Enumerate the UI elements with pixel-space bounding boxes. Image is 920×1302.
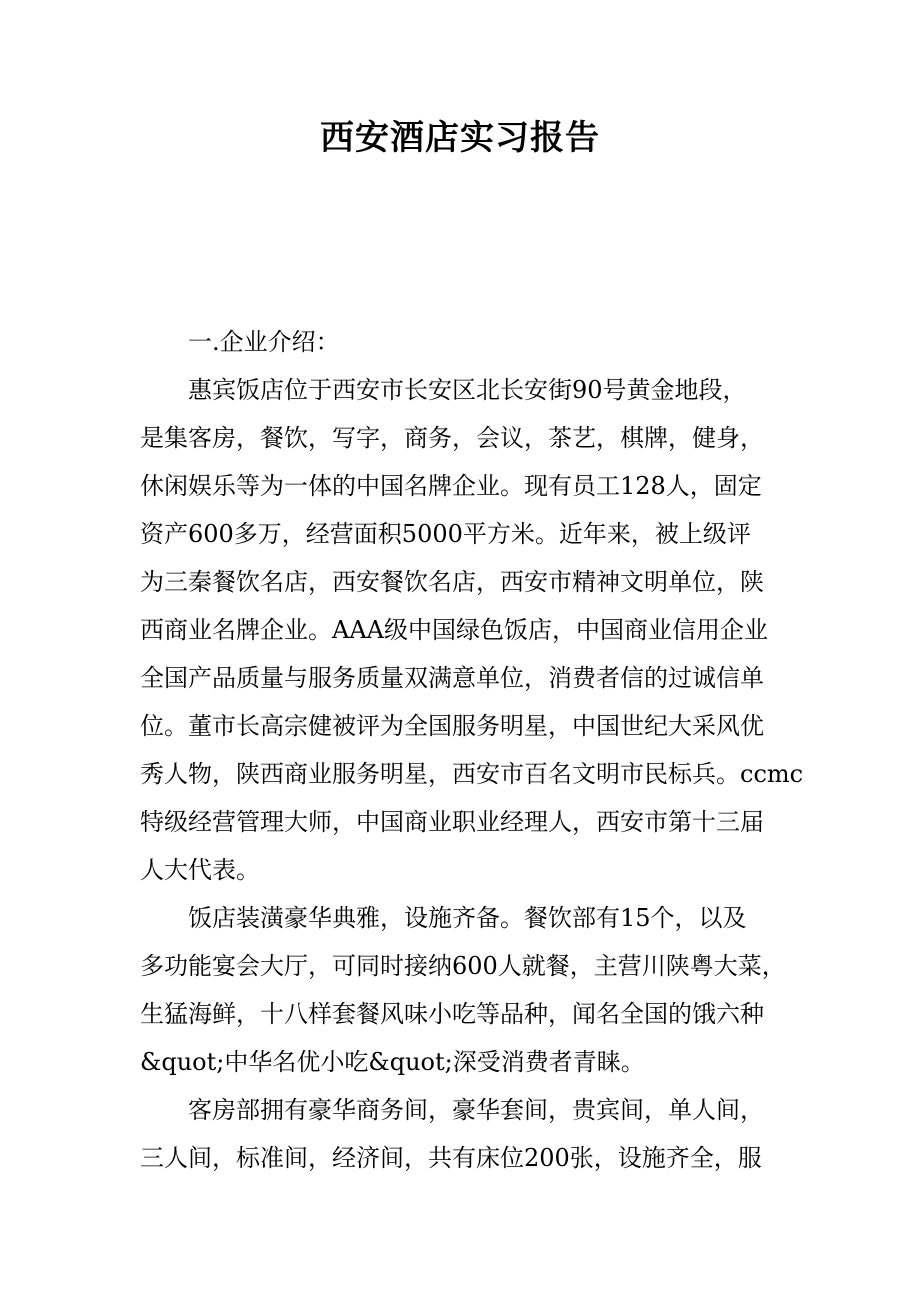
paragraph-line: 特级经营管理大师，中国商业职业经理人，西安市第十三届 (140, 808, 764, 836)
paragraph-3 (140, 1086, 796, 1182)
paragraph-line: 休闲娱乐等为一体的中国名牌企业。现有员工128人，固定 (140, 472, 762, 500)
paragraph-line: 是集客房，餐饮，写字，商务，会议，茶艺，棋牌，健身， (140, 424, 764, 452)
paragraph-line: 多功能宴会大厅，可同时接纳600人就餐，主营川陕粤大菜， (140, 952, 786, 980)
paragraph-2 (140, 894, 796, 1086)
paragraph-line: &quot;中华名优小吃&quot;深受消费者青睐。 (140, 1048, 645, 1076)
paragraph-line: 资产600多万，经营面积5000平方米。近年来，被上级评 (140, 520, 751, 548)
section-heading: 一.企业介绍： (188, 328, 340, 356)
paragraph-line: 三人间，标准间，经济间，共有床位200张，设施齐全，服 (140, 1144, 762, 1172)
paragraph-line: 为三秦餐饮名店，西安餐饮名店，西安市精神文明单位，陕 (140, 568, 764, 596)
paragraph-line: 惠宾饭店位于西安市长安区北长安街90号黄金地段， (188, 376, 747, 404)
paragraph-line: 秀人物，陕西商业服务明星，西安市百名文明市民标兵。ccmc (140, 760, 804, 788)
paragraph-line: 客房部拥有豪华商务间，豪华套间，贵宾间，单人间， (188, 1096, 764, 1124)
paragraph-line: 饭店装潢豪华典雅，设施齐备。餐饮部有15个，以及 (188, 904, 747, 932)
paragraph-line: 人大代表。 (140, 856, 260, 884)
document-title: 西安酒店实习报告 (320, 118, 600, 158)
paragraph-line: 位。董市长高宗健被评为全国服务明星，中国世纪大采风优 (140, 712, 764, 740)
paragraph-line: 全国产品质量与服务质量双满意单位，消费者信的过诚信单 (140, 664, 764, 692)
paragraph-line: 生猛海鲜，十八样套餐风味小吃等品种，闻名全国的饿六种 (140, 1000, 764, 1028)
paragraph-1 (140, 366, 804, 894)
document-body (140, 318, 804, 1182)
paragraph-line: 西商业名牌企业。AAA级中国绿色饭店，中国商业信用企业 (140, 616, 768, 644)
